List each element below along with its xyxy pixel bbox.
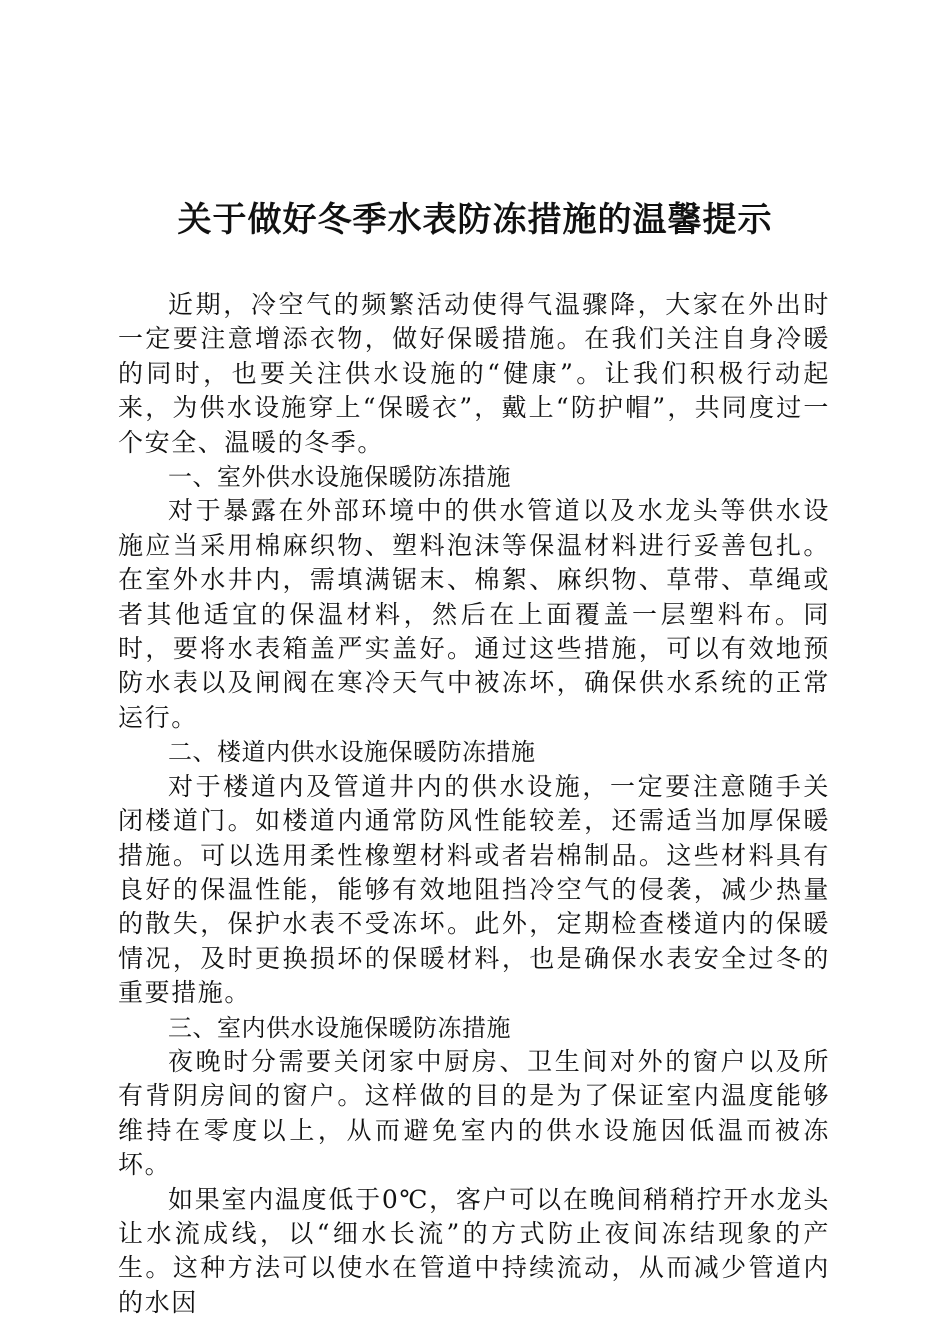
document-body [118,288,830,1320]
section-paragraph: 夜晚时分需要关闭家中厨房、卫生间对外的窗户以及所有背阴房间的窗户。这样做的目的是为了保证室内温度能够维持在零度以上，从而避免室内的供水设施因低温而被冻坏。 [118,1046,830,1180]
section-heading: 二、楼道内供水设施保暖防冻措施 [168,738,536,767]
document-title: 关于做好冬季水表防冻措施的温馨提示 [177,200,773,240]
section-corridor [118,735,830,1010]
section-outdoor [118,460,830,735]
section-indoor [118,1011,830,1321]
section-paragraph: 对于暴露在外部环境中的供水管道以及水龙头等供水设施应当采用棉麻织物、塑料泡沫等保温材料进行妥善包扎。在室外水井内，需填满锯末、棉絮、麻织物、草带、草绳或者其他适宜的保温材料，然后在上面覆盖一层塑料布。同时，要将水表箱盖严实盖好。通过这些措施，可以有效地预防水表以及闸阀在寒冷天气中被冻坏，确保供水系统的正常运行。 [118,496,830,732]
intro-paragraph: 近期，冷空气的频繁活动使得气温骤降，大家在外出时一定要注意增添衣物，做好保暖措施。在我们关注自身冷暖的同时，也要关注供水设施的“健康”。让我们积极行动起来，为供水设施穿上“保暖衣”，戴上“防护帽”，共同度过一个安全、温暖的冬季。 [118,290,830,457]
section-paragraph: 对于楼道内及管道井内的供水设施，一定要注意随手关闭楼道门。如楼道内通常防风性能较差，还需适当加厚保暖措施。可以选用柔性橡塑材料或者岩棉制品。这些材料具有良好的保温性能，能够有效地阻挡冷空气的侵袭，减少热量的散失，保护水表不受冻坏。此外，定期检查楼道内的保暖情况，及时更换损坏的保暖材料，也是确保水表安全过冬的重要措施。 [118,771,830,1008]
section-heading: 三、室内供水设施保暖防冻措施 [168,1013,511,1042]
section-heading: 一、室外供水设施保暖防冻措施 [168,463,511,492]
section-paragraph: 如果室内温度低于0℃，客户可以在晚间稍稍拧开水龙头让水流成线，以“细水长流”的方式防止夜间冻结现象的产生。这种方法可以使水在管道中持续流动，从而减少管道内的水因 [118,1184,830,1317]
